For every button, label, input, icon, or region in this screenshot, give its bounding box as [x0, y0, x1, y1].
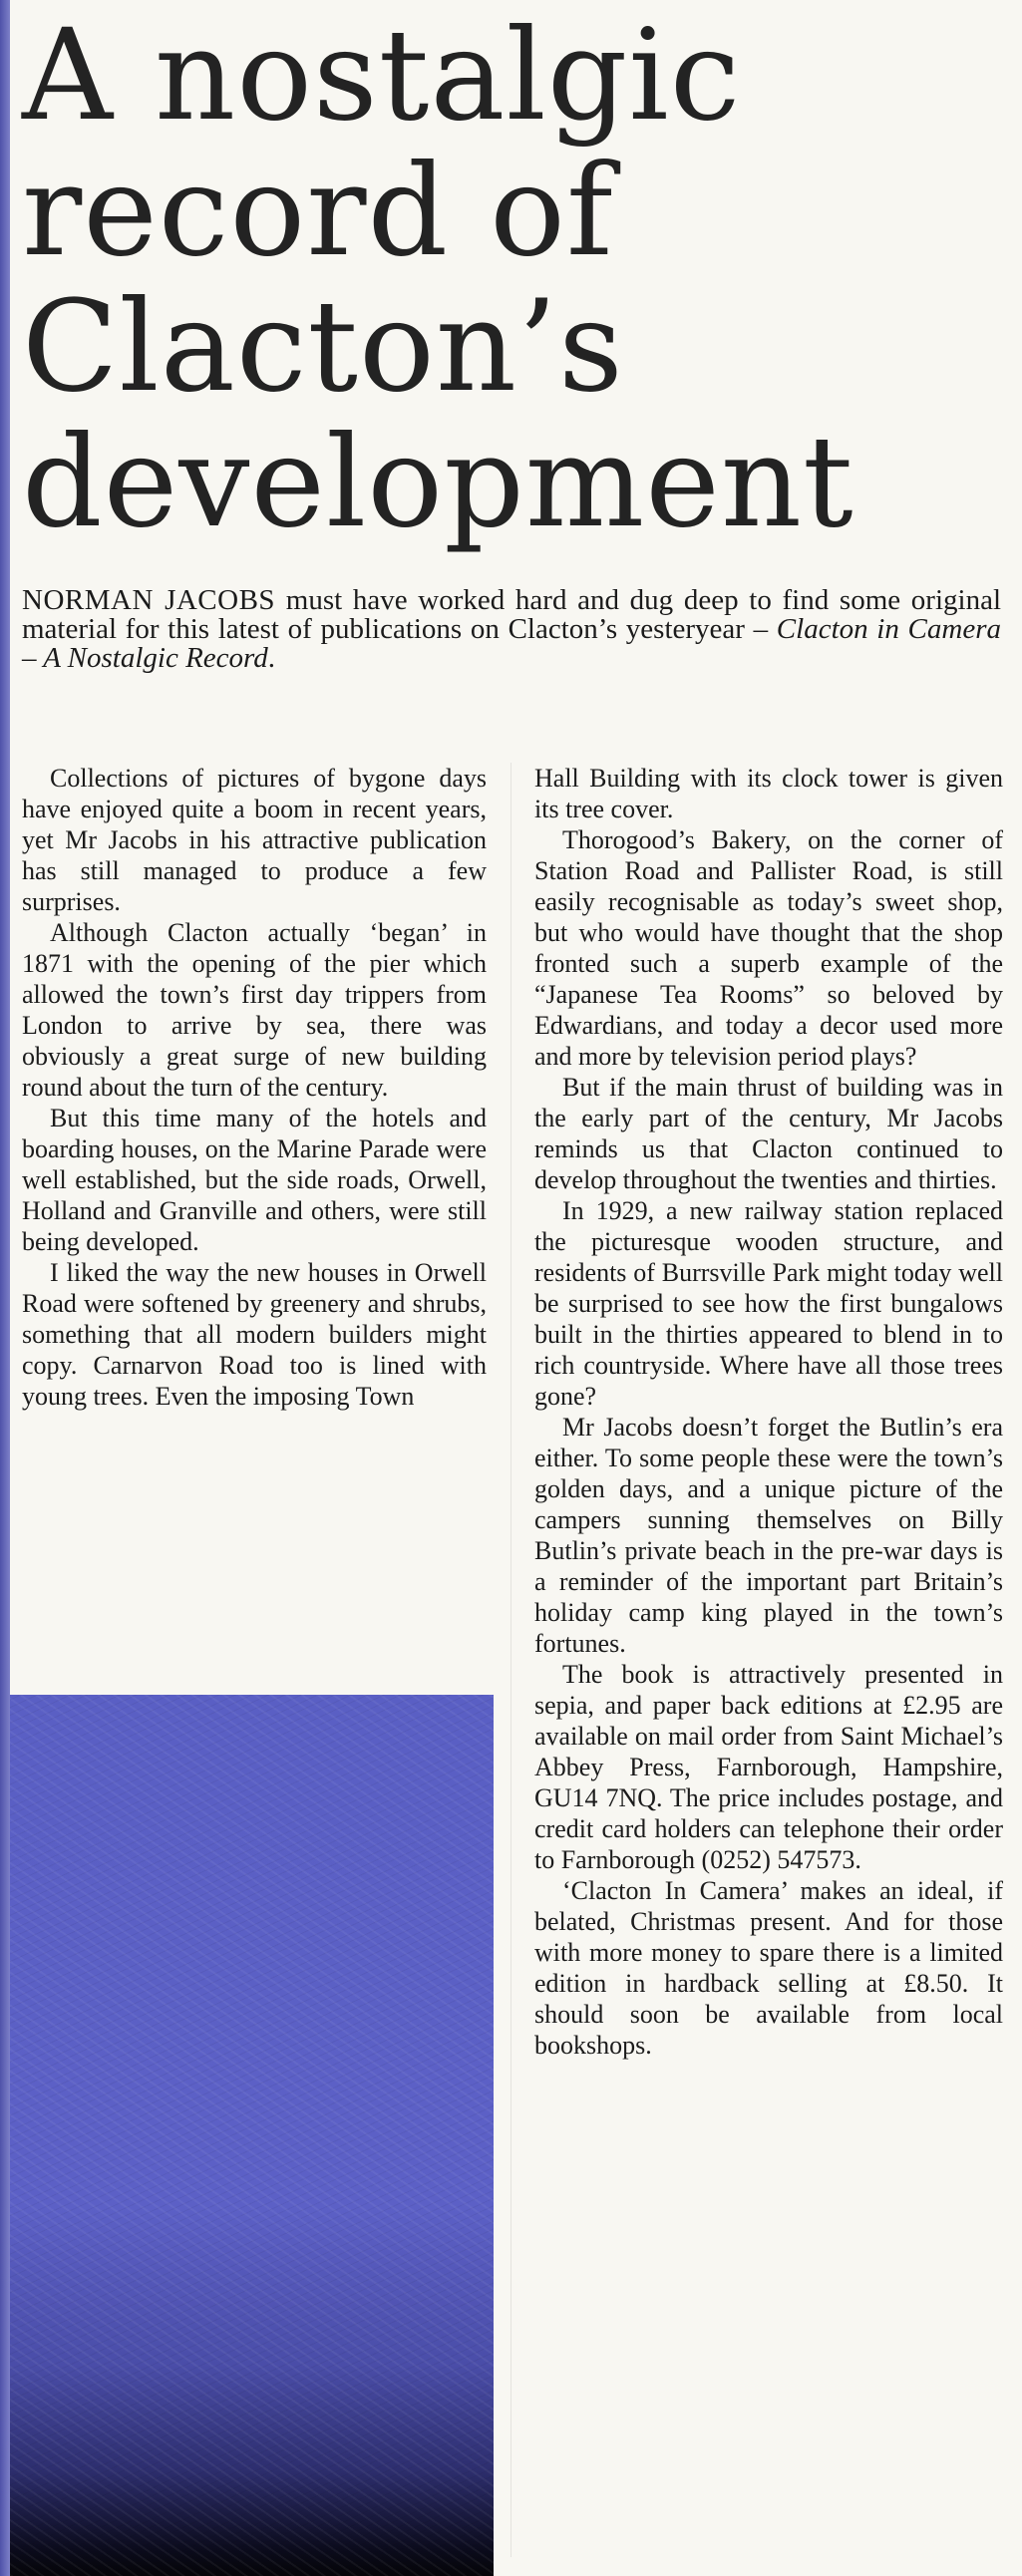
paragraph: In 1929, a new railway station replaced the picturesque wooden structure, and residents of Burrsville Park might today well be surprised to see how the first bungalows built in the thirties appeared to blend in to rich countryside. Where have all those trees gone?	[534, 1196, 1003, 1411]
paragraph: The book is attractively presented in sepia, and paper back editions at £2.95 are available on mail order from Saint Michael’s Abbey Press, Farnborough, Hampshire, GU14 7NQ. The price includes postage, and credit card holders can telephone their order to Farnborough (0252) 547573.	[534, 1660, 1003, 1874]
paragraph: Although Clacton actually ‘began’ in 1871 with the opening of the pier which allowed the town’s first day trippers from London to arrive by sea, there was obviously a great surge of new building round about the turn of the century.	[22, 918, 487, 1102]
headline-line: record of	[22, 138, 614, 284]
standfirst-end: .	[267, 642, 276, 674]
paragraph: But if the main thrust of building was in the early part of the century, Mr Jacobs reminds us that Clacton continued to develop throughout the twenties and thirties.	[534, 1073, 1003, 1194]
article-standfirst	[22, 586, 1001, 673]
paragraph: But this time many of the hotels and boarding houses, on the Marine Parade were well established, but the side roads, Orwell, Holland and Granville and others, were still being developed.	[22, 1104, 487, 1256]
paragraph-continuation: Hall Building with its clock tower is given its tree cover.	[534, 764, 1003, 823]
standfirst-text: must have worked hard and dug deep to find some original material for this latest of publications on Clacton’s yesteryear –	[22, 584, 1001, 645]
scan-backing-panel	[10, 1695, 494, 2576]
article-column-left	[22, 763, 487, 1412]
book-title: Clacton in Camera – A Nostalgic Record	[22, 613, 1001, 674]
paragraph: Thorogood’s Bakery, on the corner of Station Road and Pallister Road, is still easily recognisable as today’s sweet shop, but who would have thought that the shop fronted such a superb example of the “Japanese Tea Rooms” so beloved by Edwardians, and today a decor used more and more by television period plays?	[534, 825, 1003, 1071]
author-name: NORMAN JACOBS	[22, 584, 276, 616]
headline-line: A nostalgic	[22, 2, 742, 149]
paragraph: Mr Jacobs doesn’t forget the Butlin’s era either. To some people these were the town’s golden days, and a unique picture of the campers sunning themselves on Billy Butlin’s private beach in the pre-war days is a reminder of the important part Britain’s holiday camp king played in the town’s fortunes.	[534, 1413, 1003, 1658]
paragraph: I liked the way the new houses in Orwell Road were softened by greenery and shrubs, something that all modern builders might copy. Carnarvon Road too is lined with young trees. Even the imposing Town	[22, 1258, 487, 1411]
scan-backing-edge	[0, 0, 10, 2576]
article-column-right	[534, 763, 1003, 2061]
headline-line: Clacton’s	[22, 273, 624, 420]
paragraph: ‘Clacton In Camera’ makes an ideal, if belated, Christmas present. And for those with more money to spare there is a limited edition in hardback selling at £8.50. It should soon be available from local bookshops.	[534, 1876, 1003, 2060]
paragraph: Collections of pictures of bygone days have enjoyed quite a boom in recent years, yet Mr Jacobs in his attractive publication has still managed to produce a few surprises.	[22, 764, 487, 916]
article-headline	[22, 2, 1019, 555]
headline-line: development	[22, 409, 854, 555]
